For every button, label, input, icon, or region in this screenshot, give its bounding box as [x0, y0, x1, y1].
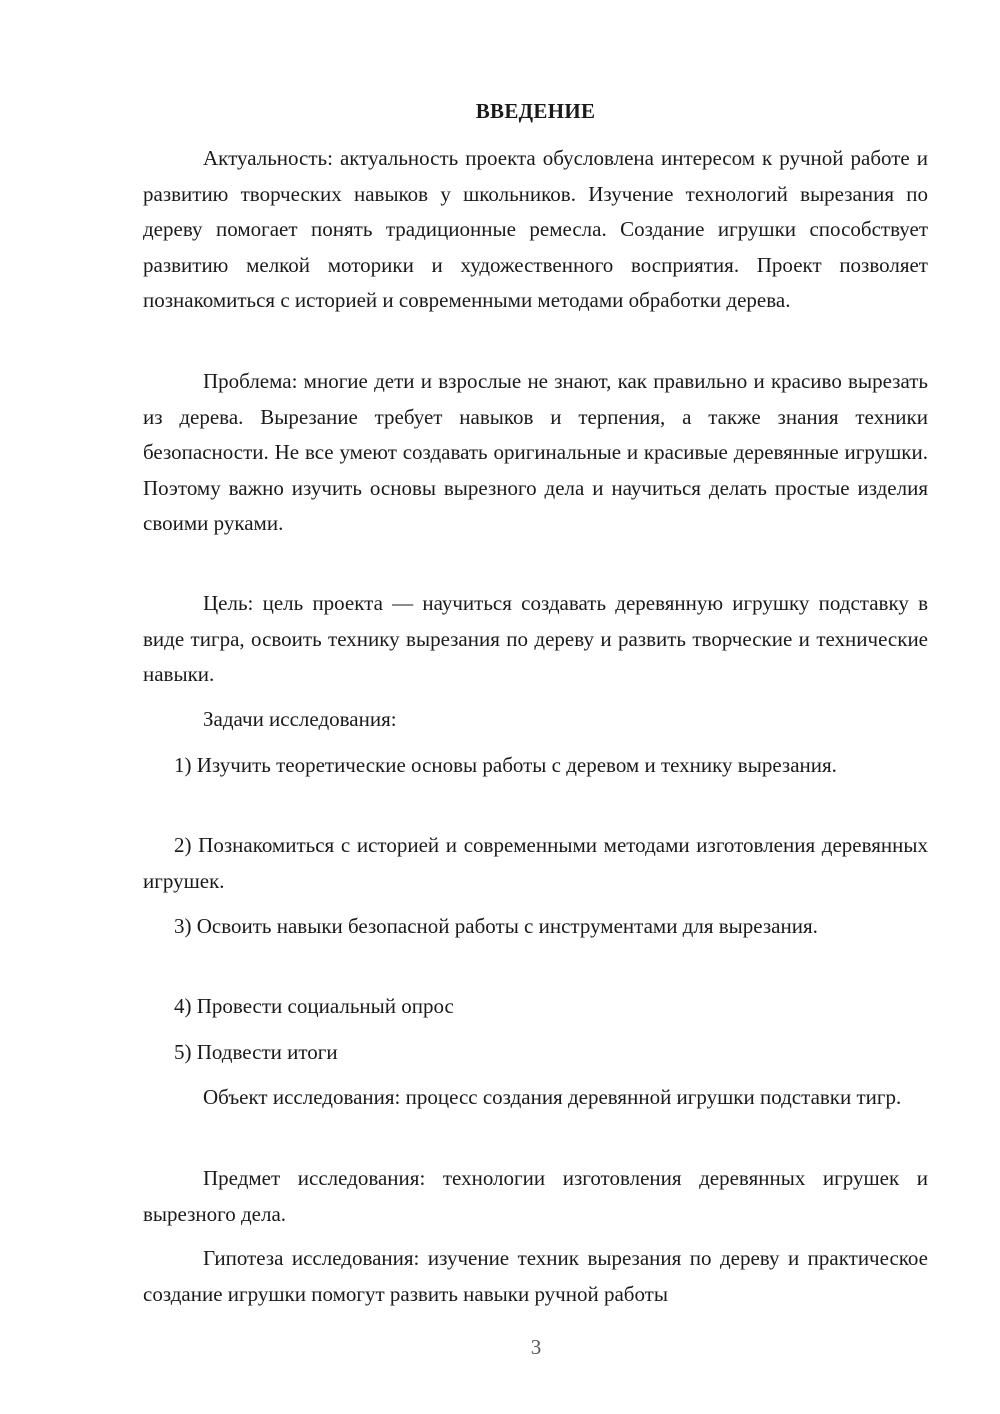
- paragraph-subject: Предмет исследования: технологии изготовления деревянных игрушек и вырезного дела.: [143, 1166, 928, 1226]
- task-item: 2) Познакомиться с историей и современными методами изготовления деревянных игрушек.: [143, 833, 928, 893]
- paragraph-object: Объект исследования: процесс создания деревянной игрушки подставки тигр.: [203, 1085, 902, 1109]
- task-item: 5) Подвести итоги: [174, 1040, 338, 1064]
- section-heading: ВВЕДЕНИЕ: [475, 99, 596, 123]
- paragraph-problem: Проблема: многие дети и взрослые не знают, как правильно и красиво вырезать из дерева. Вырезание требует навыков и терпения, а также знания техники безопасности. Не все умеют создавать оригинальные и красивые деревянные игрушки. Поэтому важно изучить основы вырезного дела и научиться делать простые изделия своими руками.: [143, 369, 928, 535]
- task-item: 4) Провести социальный опрос: [174, 994, 454, 1018]
- task-item: 1) Изучить теоретические основы работы с деревом и технику вырезания.: [174, 753, 837, 777]
- tasks-title: Задачи исследования:: [203, 707, 397, 731]
- paragraph-goal: Цель: цель проекта — научиться создавать деревянную игрушку подставку в виде тигра, освоить технику вырезания по дереву и развить творческие и технические навыки.: [143, 591, 928, 686]
- page-number: 3: [530, 1335, 542, 1359]
- paragraph-relevance: Актуальность: актуальность проекта обусловлена интересом к ручной работе и развитию творческих навыков у школьников. Изучение технологий вырезания по дереву помогает понять традиционные ремесла. Создание игрушки способствует развитию мелкой моторики и художественного восприятия. Проект позволяет познакомиться с историей и современными методами обработки дерева.: [143, 146, 928, 312]
- paragraph-hypothesis: Гипотеза исследования: изучение техник вырезания по дереву и практическое создание игрушки помогут развить навыки ручной работы: [143, 1246, 928, 1306]
- task-item: 3) Освоить навыки безопасной работы с инструментами для вырезания.: [174, 914, 818, 938]
